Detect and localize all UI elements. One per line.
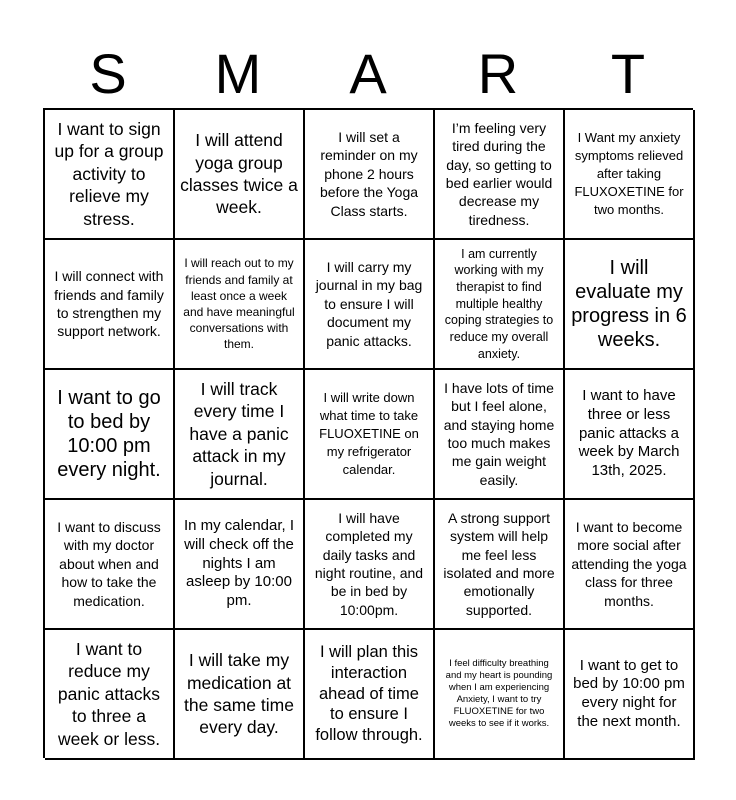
bingo-cell[interactable] xyxy=(435,240,565,370)
bingo-cell[interactable] xyxy=(175,500,305,630)
bingo-cell[interactable] xyxy=(565,370,695,500)
cell-text: I want to sign up for a group activity to relieve my stress. xyxy=(54,119,164,229)
cell-text: I am currently working with my therapist to find multiple healthy coping strategies to reduce my overall anxiety. xyxy=(444,246,554,361)
cell-text: I want to get to bed by 10:00 pm every night for the next month. xyxy=(573,656,685,730)
cell-text: I want to become more social after attending the yoga class for three months. xyxy=(571,518,687,609)
bingo-cell[interactable] xyxy=(175,110,305,240)
cell-text: I have lots of time but I feel alone, and staying home too much makes me gain weight easily. xyxy=(443,379,555,488)
header-letter-t: T xyxy=(610,42,646,105)
cell-text: I will take my medication at the same time every day. xyxy=(184,650,294,738)
bingo-cell[interactable] xyxy=(565,630,695,760)
bingo-cell[interactable] xyxy=(305,370,435,500)
header-letter-s: S xyxy=(89,42,127,105)
cell-text: I will reach out to my friends and family at least once a week and have meaningful conversations with them. xyxy=(183,256,295,352)
cell-text: I feel difficulty breathing and my heart is pounding when I am experiencing Anxiety, I want to try FLUOXETINE for two weeks to see if it works. xyxy=(445,658,553,729)
bingo-cell[interactable] xyxy=(305,630,435,760)
cell-text: I will plan this interaction ahead of time to ensure I follow through. xyxy=(315,642,423,745)
header-letter-m: M xyxy=(214,42,262,105)
bingo-cell[interactable] xyxy=(45,630,175,760)
bingo-cell[interactable] xyxy=(305,240,435,370)
cell-text: I’m feeling very tired during the day, so getting to bed earlier would decrease my tiredness. xyxy=(445,119,553,228)
bingo-cell[interactable] xyxy=(565,240,695,370)
cell-text: I will write down what time to take FLUOXETINE on my refrigerator calendar. xyxy=(319,389,419,478)
bingo-cell[interactable] xyxy=(175,630,305,760)
cell-text: I want to have three or less panic attacks a week by March 13th, 2025. xyxy=(578,387,680,480)
cell-text: I want to go to bed by 10:00 pm every night. xyxy=(57,387,161,481)
bingo-cell[interactable] xyxy=(435,500,565,630)
bingo-cell[interactable] xyxy=(45,240,175,370)
cell-text: A strong support system will help me feel less isolated and more emotionally supported. xyxy=(443,509,555,618)
bingo-board xyxy=(43,108,693,758)
cell-text: I will evaluate my progress in 6 weeks. xyxy=(571,257,687,351)
bingo-cell[interactable] xyxy=(45,370,175,500)
cell-text: In my calendar, I will check off the nights I am asleep by 10:00 pm. xyxy=(183,517,295,610)
cell-text: I want to reduce my panic attacks to three a week or less. xyxy=(57,639,161,749)
bingo-cell[interactable] xyxy=(305,500,435,630)
bingo-cell[interactable] xyxy=(565,500,695,630)
bingo-cell[interactable] xyxy=(175,240,305,370)
cell-text: I Want my anxiety symptoms relieved after taking FLUXOXETINE for two months. xyxy=(574,129,684,218)
header-letter-r: R xyxy=(477,42,519,105)
bingo-cell[interactable] xyxy=(175,370,305,500)
header-letter-a: A xyxy=(349,42,387,105)
cell-text: I will have completed my daily tasks and night routine, and be in bed by 10:00pm. xyxy=(314,509,424,618)
bingo-cell[interactable] xyxy=(435,110,565,240)
bingo-cell[interactable] xyxy=(565,110,695,240)
bingo-cell[interactable] xyxy=(435,630,565,760)
bingo-header xyxy=(43,40,693,108)
bingo-cell[interactable] xyxy=(45,110,175,240)
bingo-cell[interactable] xyxy=(45,500,175,630)
cell-text: I want to discuss with my doctor about when and how to take the medication. xyxy=(57,518,161,609)
cell-text: I will set a reminder on my phone 2 hours before the Yoga Class starts. xyxy=(319,128,419,219)
cell-text: I will carry my journal in my bag to ensure I will document my panic attacks. xyxy=(315,258,423,349)
bingo-cell[interactable] xyxy=(435,370,565,500)
cell-text: I will track every time I have a panic attack in my journal. xyxy=(189,379,289,489)
cell-text: I will attend yoga group classes twice a week. xyxy=(180,130,298,218)
bingo-cell[interactable] xyxy=(305,110,435,240)
cell-text: I will connect with friends and family to strengthen my support network. xyxy=(54,268,164,340)
